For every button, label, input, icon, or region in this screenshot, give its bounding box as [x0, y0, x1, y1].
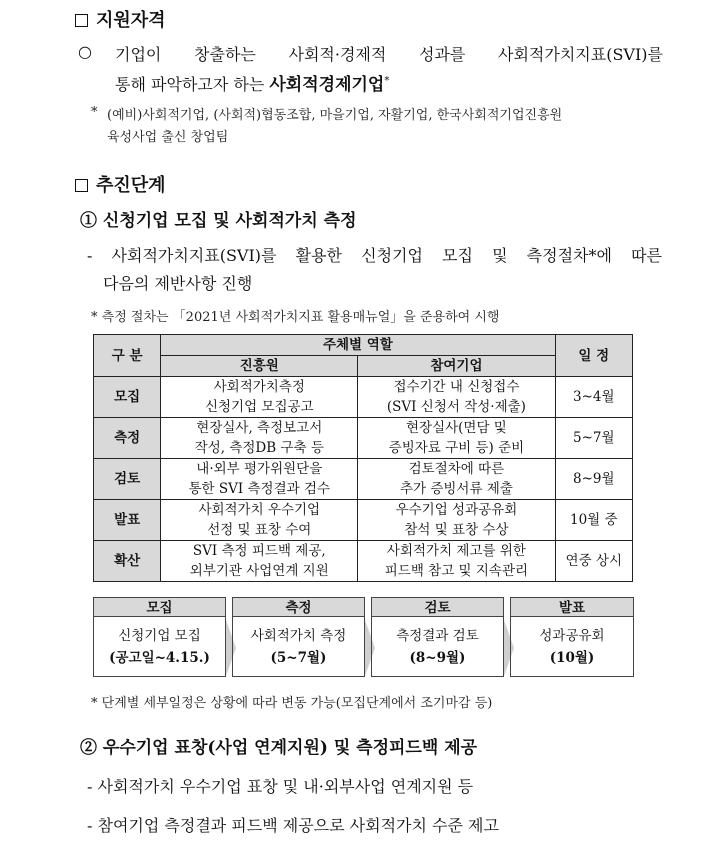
participant-cell [358, 459, 555, 500]
flow-step-period: (8~9월) [409, 650, 466, 666]
flow-step-line: 성과공유회 [539, 628, 605, 644]
stage-para3: - 참여기업 측정결과 피드백 제공으로 사회적가치 수준 제고 [87, 816, 499, 835]
flow-step-title: 측정 [232, 597, 365, 617]
cell-line: 추가 증빙서류 제출 [399, 481, 513, 497]
eligibility-line2 [115, 70, 389, 95]
flow-step-line: 신청기업 모집 [118, 628, 201, 644]
participant-cell [358, 377, 555, 418]
table-row [94, 500, 633, 541]
cell-line: 참석 및 표창 수상 [404, 522, 509, 538]
cell-line: 사회적가치 우수기업 [198, 502, 321, 518]
flow-step-review [371, 597, 504, 677]
agency-cell [161, 418, 358, 459]
schedule-cell: 10월 중 [555, 500, 632, 541]
cell-line: 접수기간 내 신청접수 [393, 379, 520, 395]
cell-line: 증빙자료 구비 등) 준비 [388, 440, 525, 456]
cell-line: 사회적가치 제고를 위한 [386, 543, 526, 559]
checkbox-square-icon [75, 14, 88, 27]
subheading-1: ① 신청기업 모집 및 사회적가치 측정 [80, 211, 357, 231]
cell-line: 피드백 참고 및 지속관리 [384, 563, 529, 579]
eligibility-line1: 기업이 창출하는 사회적·경제적 성과를 사회적가치지표(SVI)를 [115, 45, 663, 64]
participant-cell [358, 541, 555, 582]
heading-text: 추진단계 [96, 175, 166, 196]
flow-step-period: (5~7월) [270, 650, 327, 666]
eligibility-bullet: ○ [78, 42, 92, 61]
checkbox-square-icon [75, 179, 88, 192]
section-heading-eligibility [75, 6, 166, 32]
table-row [94, 541, 633, 582]
stage-note2: * 단계별 세부일정은 상황에 따라 변동 가능(모집단계에서 조기마감 등) [91, 696, 493, 711]
cell-line: 외부기관 사업연계 지원 [189, 563, 329, 579]
cell-line: 선정 및 표창 수여 [207, 522, 312, 538]
flow-step-title: 검토 [371, 597, 504, 617]
participant-cell [358, 418, 555, 459]
stage-para1-line1: - 사회적가치지표(SVI)를 활용한 신청기업 모집 및 측정절차*에 따른 [87, 246, 662, 265]
flow-step-measure [232, 597, 365, 677]
agency-cell [161, 459, 358, 500]
eligibility-line2-text: 통해 파악하고자 하는 [115, 75, 270, 94]
section-heading-stages [75, 171, 166, 197]
flow-step-body [93, 617, 226, 677]
agency-cell [161, 500, 358, 541]
stage-note1: * 측정 절차는 「2021년 사회적가치지표 활용매뉴얼」을 준용하여 시행 [91, 310, 500, 325]
flow-step-body [232, 617, 365, 677]
row-label: 발표 [94, 500, 161, 541]
eligibility-bold-term: 사회적경제기업 [269, 75, 385, 95]
cell-line: 현장실사(면담 및 [405, 420, 507, 436]
flow-step-period: (공고일~4.15.) [109, 650, 210, 666]
cell-line: 검토절차에 따른 [408, 461, 505, 477]
header-schedule: 일 정 [555, 335, 632, 377]
cell-line: 내·외부 평가위원단을 [196, 461, 323, 477]
row-label: 측정 [94, 418, 161, 459]
header-division: 구 분 [94, 335, 161, 377]
schedule-cell: 연중 상시 [555, 541, 632, 582]
flow-step-body [510, 617, 634, 677]
footnote-mark: * [384, 75, 390, 87]
row-label: 모집 [94, 377, 161, 418]
eligibility-note-line1: (예비)사회적기업, (사회적)협동조합, 마을기업, 자활기업, 한국사회적기업진흥원 [107, 108, 563, 123]
cell-line: 작성, 측정DB 구축 등 [194, 440, 324, 456]
flow-step-announce [510, 597, 634, 677]
flow-step-line: 사회적가치 측정 [250, 628, 347, 644]
flow-step-period: (10월) [549, 650, 595, 666]
schedule-table [93, 334, 633, 582]
eligibility-note-line2: 육성사업 출신 창업팀 [107, 130, 229, 145]
row-label: 검토 [94, 459, 161, 500]
stage-para1-line2: 다음의 제반사항 진행 [103, 274, 253, 293]
heading-text: 지원자격 [96, 10, 166, 31]
cell-line: 현장실사, 측정보고서 [196, 420, 323, 436]
schedule-cell: 8~9월 [555, 459, 632, 500]
stage-para2: - 사회적가치 우수기업 표창 및 내·외부사업 연계지원 등 [87, 777, 474, 796]
schedule-cell: 5~7월 [555, 418, 632, 459]
schedule-cell: 3~4월 [555, 377, 632, 418]
flow-step-title: 모집 [93, 597, 226, 617]
cell-line: 신청기업 모집공고 [204, 399, 314, 415]
cell-line: 우수기업 성과공유회 [395, 502, 518, 518]
flow-step-recruit [93, 597, 226, 677]
flow-step-title: 발표 [510, 597, 634, 617]
table-row [94, 377, 633, 418]
cell-line: SVI 측정 피드백 제공, [192, 543, 326, 559]
header-agency: 진흥원 [161, 356, 358, 377]
table-row [94, 418, 633, 459]
row-label: 확산 [94, 541, 161, 582]
eligibility-note-mark: * [91, 105, 98, 120]
header-participant: 참여기업 [358, 356, 555, 377]
cell-line: 사회적가치측정 [213, 379, 305, 395]
participant-cell [358, 500, 555, 541]
header-roles: 주체별 역할 [161, 335, 555, 356]
table-row [94, 459, 633, 500]
agency-cell [161, 377, 358, 418]
flow-step-line: 측정결과 검토 [396, 628, 479, 644]
cell-line: 통한 SVI 측정결과 검수 [188, 481, 331, 497]
cell-line: (SVI 신청서 작성·제출) [386, 399, 526, 415]
subheading-2: ② 우수기업 표창(사업 연계지원) 및 측정피드백 제공 [80, 738, 478, 758]
flow-step-body [371, 617, 504, 677]
agency-cell [161, 541, 358, 582]
